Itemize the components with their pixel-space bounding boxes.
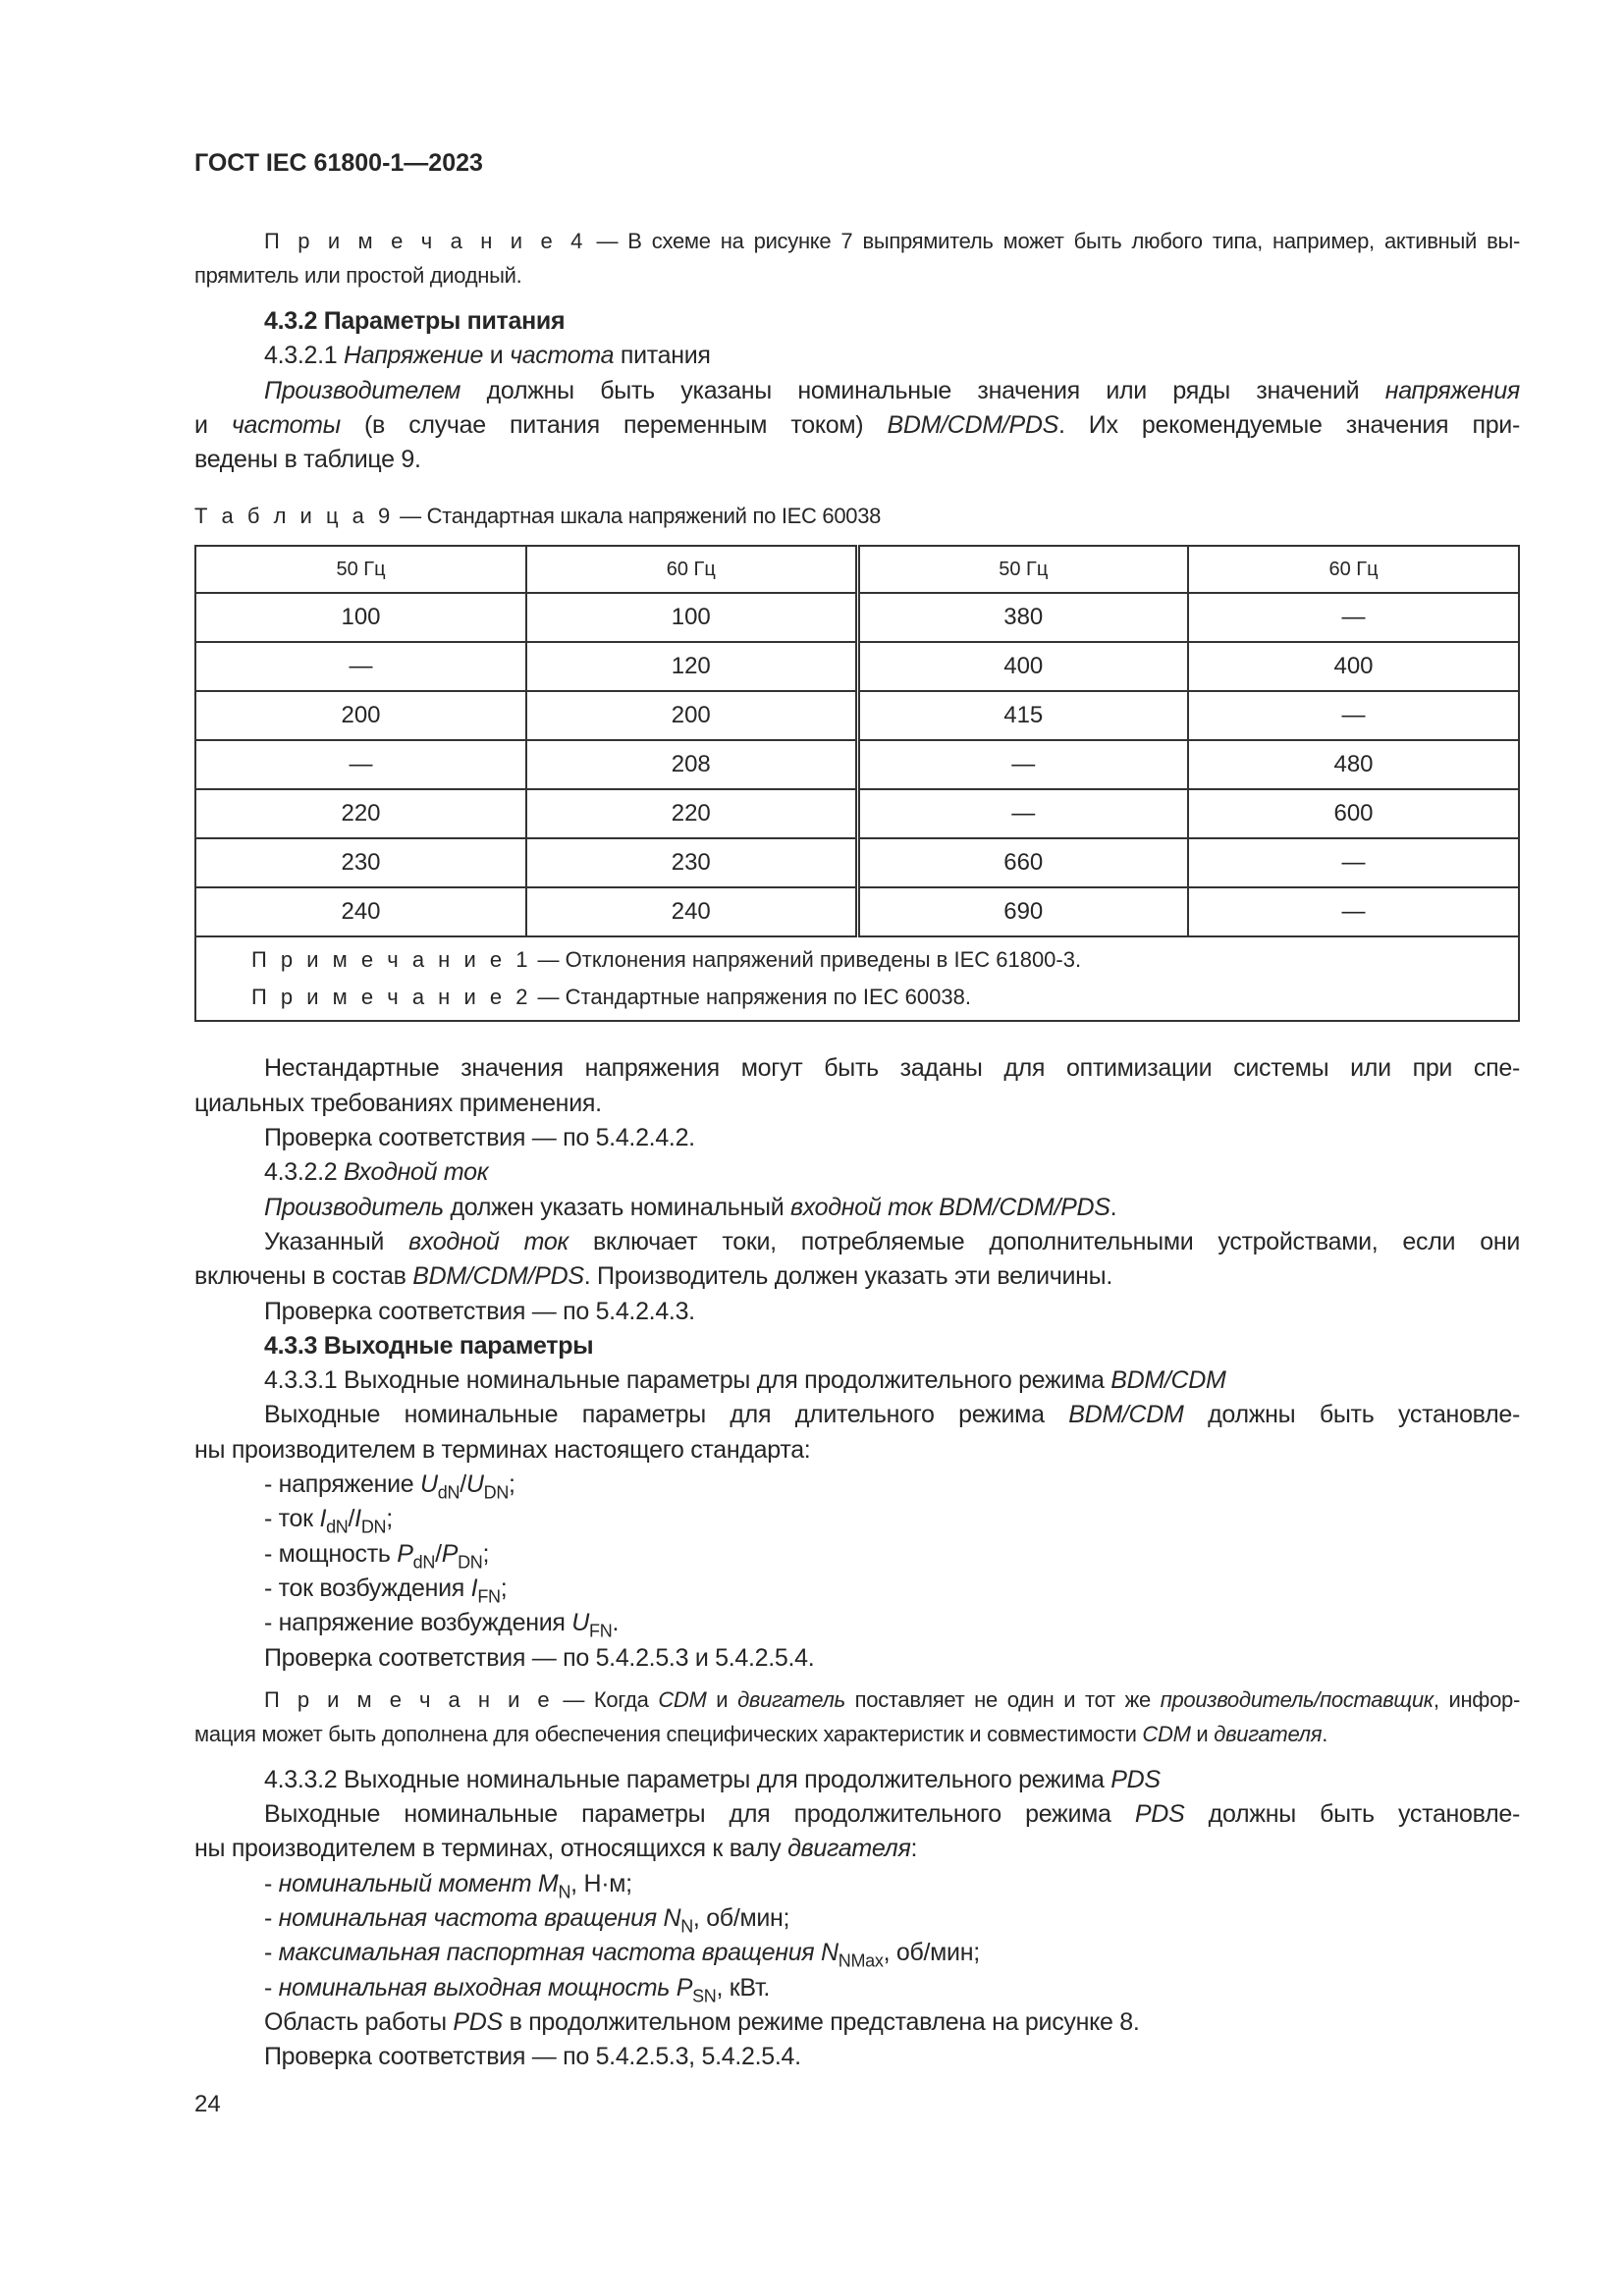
text-run: частота [510,342,615,370]
table-cell: 380 [857,593,1188,642]
text-run: ведены в таблице 9. [194,446,421,474]
text-run: Производитель [264,1193,444,1221]
text-run: PDS [453,2007,503,2036]
text-run: , кВт. [716,1973,770,2002]
table-cell: — [195,642,526,691]
text-run: SN [692,1985,717,2005]
text-run: Проверка соответствия — по 5.4.2.5.3 и 5.4.2.5.4. [264,1643,815,1672]
text-run: включены в состав [194,1262,413,1291]
text-run: Производителем [264,376,461,404]
text-run: 4.3.2.1 [264,342,344,370]
text-run: и [1190,1721,1215,1746]
text-run: номинальный момент M [278,1869,559,1897]
text-run: номинальная частота вращения N [278,1904,681,1933]
section-4-3-2 [194,304,1520,477]
text-run: напряжения [1384,376,1520,404]
text-run: двигателя [1214,1721,1323,1746]
text-run: dN [412,1551,436,1572]
text-line [194,258,1520,293]
table-header-cell: 60 Гц [1188,546,1519,593]
text-line [194,1155,1520,1190]
text-line [194,1502,1520,1536]
table-cell: — [195,740,526,789]
text-run: U [420,1470,438,1499]
text-run: входной ток BDM/CDM/PDS [790,1193,1110,1221]
table-notes-row [195,936,1519,1021]
text-run: 4.3.3.2 Выходные номинальные параметры для продолжительного режима [264,1765,1111,1793]
table-row [195,887,1519,936]
text-run: DN [360,1517,387,1537]
table-cell: 100 [526,593,857,642]
table-cell: 230 [526,838,857,887]
text-run: П р и м е ч а н и е [264,1686,554,1712]
table-row [195,642,1519,691]
text-run: 4.3.2.2 [264,1158,344,1187]
text-line [194,2005,1520,2040]
text-run: ; [500,1574,508,1602]
text-run: Проверка соответствия — по 5.4.2.4.2. [264,1124,695,1152]
text-run: , инфор- [1433,1686,1520,1712]
text-run: PDS [1134,1800,1185,1829]
text-run: BDM/CDM [1068,1401,1184,1429]
text-line [194,1121,1520,1155]
text-line [194,1572,1520,1606]
table-cell: — [1188,593,1519,642]
text-run: . Производитель должен указать эти величины. [583,1262,1112,1291]
text-line [194,2040,1520,2074]
text-run: максимальная паспортная частота вращения N [278,1939,839,1967]
text-run: ; [482,1539,490,1568]
table-header-row [195,546,1519,593]
text-run: BDM/CDM/PDS [412,1262,584,1291]
text-run: PDS [1110,1765,1161,1793]
table-cell: 240 [195,887,526,936]
text-run: П р и м е ч а н и е 1 [251,947,532,973]
text-run: циальных требованиях применения. [194,1089,602,1117]
text-line [194,339,1520,373]
text-run: — Когда [553,1686,659,1712]
text-run: CDM [658,1686,707,1712]
text-run: Выходные номинальные параметры для продолжительного режима [264,1800,1135,1829]
text-run: , Н·м; [570,1869,632,1897]
text-run: . [1110,1193,1117,1221]
text-line [194,408,1520,443]
voltage-table [194,545,1520,1022]
text-run: P [397,1539,413,1568]
table-cell: — [1188,887,1519,936]
table-cell: 120 [526,642,857,691]
table-row [195,740,1519,789]
table-note [251,941,1518,979]
text-line [194,1901,1520,1936]
text-run: DN [483,1482,510,1503]
text-run: (в случае питания переменным током) [340,410,888,439]
table-caption [194,499,1520,533]
table-notes [195,936,1519,1021]
text-run: Нестандартные значения напряжения могут быть заданы для оптимизации системы или при спе- [264,1054,1520,1083]
text-line [194,1867,1520,1901]
table-row [195,789,1519,838]
table-row [195,838,1519,887]
text-line [194,1329,1520,1363]
text-run: Входной ток [344,1158,489,1187]
text-run: прямитель или простой диодный. [194,263,522,288]
text-run: - [264,1904,279,1933]
text-run: должны быть указаны номинальные значения или ряды значений [460,376,1385,404]
table-cell: 200 [195,691,526,740]
table-cell: 400 [1188,642,1519,691]
text-run: / [348,1505,355,1533]
table-header-cell: 60 Гц [526,546,857,593]
text-run: NMax [838,1950,884,1971]
text-run: : [910,1835,918,1863]
text-run: П р и м е ч а н и е 2 [251,985,532,1010]
text-run: I [470,1574,478,1602]
text-run: / [460,1470,466,1499]
text-run: ны производителем в терминах, относящихся к валу [194,1835,788,1863]
table-cell: 240 [526,887,857,936]
text-line [194,1398,1520,1432]
text-line [194,1087,1520,1121]
text-run: поставляет не один и тот же [844,1686,1161,1712]
table-cell: — [857,740,1188,789]
text-run: Область работы [264,2007,454,2036]
text-run: и [483,342,511,370]
text-run: и [194,410,232,439]
text-run: - напряжение возбуждения [264,1609,572,1637]
table-cell: 200 [526,691,857,740]
text-run: - [264,1939,279,1967]
text-run: Проверка соответствия — по 5.4.2.4.3. [264,1297,695,1325]
text-line [194,304,1520,339]
table-note [251,979,1518,1016]
table-cell: 100 [195,593,526,642]
text-run: / [435,1539,442,1568]
text-run: и [706,1686,738,1712]
text-line [194,1191,1520,1225]
text-line [194,1717,1520,1751]
table-cell: 690 [857,887,1188,936]
text-run: 4.3.3 Выходные параметры [264,1331,594,1360]
table-cell: — [1188,691,1519,740]
text-run: I [354,1505,361,1533]
text-run: двигатель [737,1686,845,1712]
text-line [194,1641,1520,1676]
text-line [194,1832,1520,1866]
text-run: номинальная выходная мощность P [278,1973,693,2002]
text-run: , об/мин; [692,1904,790,1933]
note-4 [194,224,1520,293]
text-line [194,1797,1520,1832]
table-cell: — [1188,838,1519,887]
text-run: BDM/CDM/PDS [887,410,1058,439]
text-run: - напряжение [264,1470,421,1499]
text-line [194,1363,1520,1398]
text-run: Т а б л и ц а 9 [194,504,395,529]
table-cell: 220 [195,789,526,838]
text-line [194,1537,1520,1572]
text-line [194,1468,1520,1502]
text-run: частоты [231,410,341,439]
text-line [194,1971,1520,2005]
table-cell: 480 [1188,740,1519,789]
text-run: - [264,1869,279,1897]
table-cell: 220 [526,789,857,838]
text-line [194,1606,1520,1640]
text-run: Указанный [264,1227,409,1255]
section-4-3-3-2 [194,1763,1520,2075]
table-row [195,593,1519,642]
text-run: двигателя [787,1835,911,1863]
text-line [194,1051,1520,1086]
text-line [194,1225,1520,1259]
text-run: мация может быть дополнена для обеспечения специфических характеристик и совместимости [194,1721,1143,1746]
table-cell: 415 [857,691,1188,740]
table-header-cell: 50 Гц [857,546,1188,593]
text-run: Проверка соответствия — по 5.4.2.5.3, 5.4.2.5.4. [264,2043,801,2071]
text-line [194,374,1520,408]
text-run: U [465,1470,484,1499]
text-run: ; [509,1470,515,1499]
text-run: Выходные номинальные параметры для длительного режима [264,1401,1069,1429]
text-run: Напряжение [344,342,484,370]
text-run: - мощность [264,1539,398,1568]
text-line [194,1936,1520,1970]
text-run: I [319,1505,327,1533]
text-run: - ток [264,1505,320,1533]
text-line [194,443,1520,477]
table-header-cell: 50 Гц [195,546,526,593]
text-run: 4.3.3.1 Выходные номинальные параметры для продолжительного режима [264,1366,1111,1395]
text-run: - [264,1973,279,2002]
text-run: питания [614,342,711,370]
table-cell: 600 [1188,789,1519,838]
page-number: 24 [194,2090,221,2117]
text-run: . [1322,1721,1328,1746]
text-line [194,1295,1520,1329]
text-run: должны быть установле- [1184,1800,1520,1829]
text-run: ; [386,1505,393,1533]
text-run: — Отклонения напряжений приведены в IEC 61800-3. [531,947,1082,973]
body-text [194,1051,1520,1675]
text-run: включает токи, потребляемые дополнительными устройствами, если они [568,1227,1520,1255]
text-run: — Стандартные напряжения по IEC 60038. [531,985,971,1010]
table-cell: — [857,789,1188,838]
text-run: в продолжительном режиме представлена на рисунке 8. [502,2007,1140,2036]
table-cell: 230 [195,838,526,887]
text-run: — Стандартная шкала напряжений по IEC 60038 [394,504,882,529]
text-run: П р и м е ч а н и е 4 [264,229,587,253]
table-cell: 660 [857,838,1188,887]
text-run: P [441,1539,459,1568]
text-run: N [680,1916,693,1937]
text-run: FN [477,1586,501,1607]
text-run: CDM [1142,1721,1191,1746]
text-run: 4.3.2 Параметры питания [264,307,566,335]
text-line [194,1433,1520,1468]
text-line [194,1259,1520,1294]
text-run: N [558,1882,571,1902]
text-run: , об/мин; [883,1939,980,1967]
text-run: должны быть установле- [1183,1401,1520,1429]
text-run: должен указать номинальный [443,1193,791,1221]
table-row [195,691,1519,740]
text-run: входной ток [408,1227,568,1255]
text-run: — В схеме на рисунке 7 выпрямитель может быть любого типа, например, активный вы- [586,229,1520,253]
document-header: ГОСТ IEC 61800-1—2023 [194,149,483,177]
text-line [194,1763,1520,1797]
text-run: - ток возбуждения [264,1574,471,1602]
text-line [194,224,1520,258]
text-run: FN [589,1621,613,1641]
text-run: . [612,1609,620,1637]
text-run: ны производителем в терминах настоящего стандарта: [194,1435,811,1464]
text-run: dN [437,1482,460,1503]
text-run: dN [326,1517,349,1537]
text-run: производитель/поставщик [1160,1686,1434,1712]
table-cell: 208 [526,740,857,789]
text-run: DN [458,1551,483,1572]
text-line [194,1682,1520,1717]
table-cell: 400 [857,642,1188,691]
text-run: U [571,1609,590,1637]
note-cdm [194,1682,1520,1751]
text-run: BDM/CDM [1110,1366,1226,1395]
text-run: . Их рекомендуемые значения при- [1057,410,1520,439]
